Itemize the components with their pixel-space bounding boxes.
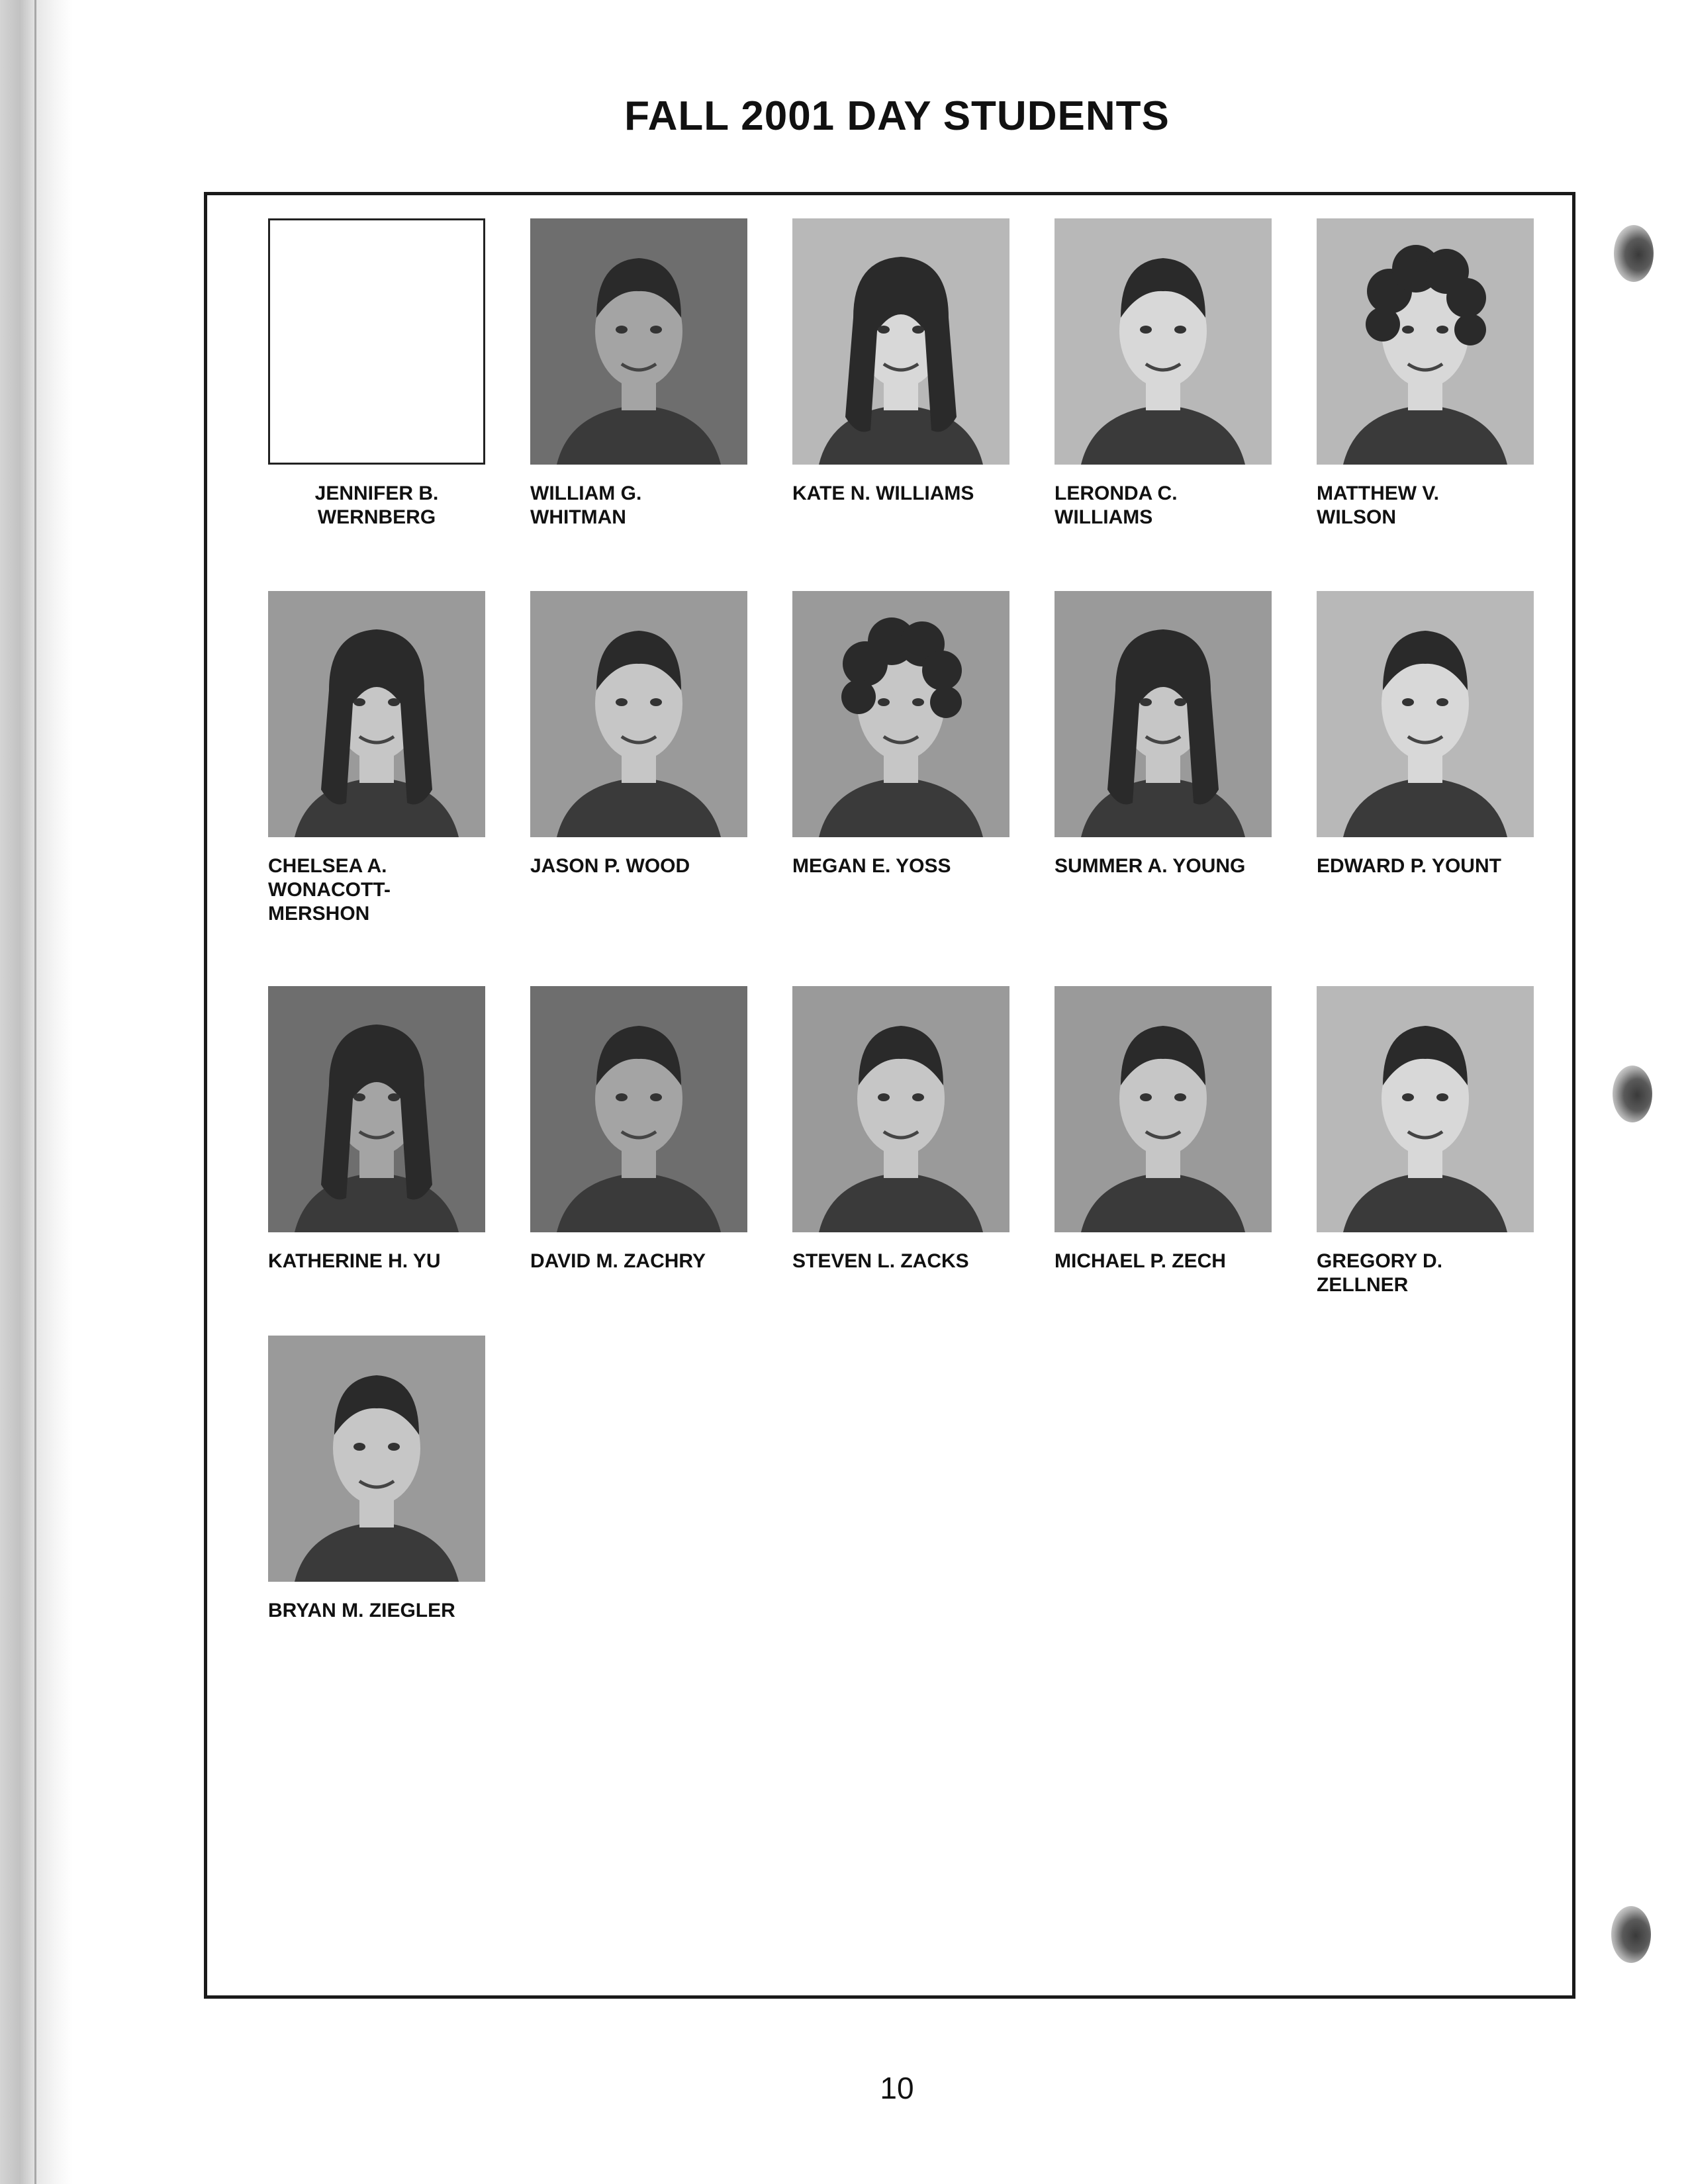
student-photo	[1317, 591, 1534, 837]
student-card	[268, 1336, 493, 1623]
student-card	[1055, 218, 1280, 529]
student-card	[1317, 591, 1542, 878]
student-photo	[530, 591, 747, 837]
student-photo	[1317, 986, 1534, 1232]
student-card	[792, 986, 1017, 1273]
punch-hole-middle	[1613, 1066, 1652, 1122]
student-photo	[792, 986, 1009, 1232]
student-name: KATE N. WILLIAMS	[792, 482, 974, 504]
student-name: MEGAN E. YOSS	[792, 855, 951, 877]
student-name: DAVID M. ZACHRY	[530, 1250, 706, 1272]
student-card	[1055, 591, 1280, 878]
student-photo	[530, 218, 747, 465]
student-name: BRYAN M. ZIEGLER	[268, 1600, 455, 1621]
student-name: GREGORY D. ZELLNER	[1317, 1250, 1443, 1296]
student-photo	[530, 986, 747, 1232]
student-name: STEVEN L. ZACKS	[792, 1250, 969, 1272]
student-name: KATHERINE H. YU	[268, 1250, 441, 1272]
student-photo	[1055, 218, 1272, 465]
student-card	[268, 218, 493, 529]
student-card	[1055, 986, 1280, 1273]
student-photo	[792, 591, 1009, 837]
student-photo	[268, 986, 485, 1232]
punch-hole-top	[1614, 225, 1654, 282]
student-name: MATTHEW V. WILSON	[1317, 482, 1439, 528]
student-card	[792, 591, 1017, 878]
student-card	[792, 218, 1017, 506]
student-photo	[268, 591, 485, 837]
student-name: SUMMER A. YOUNG	[1055, 855, 1246, 877]
binding-edge-line	[34, 0, 36, 2184]
student-photo	[1317, 218, 1534, 465]
student-directory-frame	[204, 192, 1575, 1999]
student-card	[530, 986, 755, 1273]
student-photo	[1055, 986, 1272, 1232]
student-photo	[1055, 591, 1272, 837]
student-card	[268, 986, 493, 1273]
student-card	[268, 591, 493, 926]
student-card	[530, 218, 755, 529]
student-name: MICHAEL P. ZECH	[1055, 1250, 1226, 1272]
student-card	[1317, 986, 1542, 1297]
student-name: EDWARD P. YOUNT	[1317, 855, 1501, 877]
student-name: JENNIFER B. WERNBERG	[314, 482, 439, 528]
student-card	[1317, 218, 1542, 529]
page-number: 10	[880, 2071, 914, 2105]
student-photo	[792, 218, 1009, 465]
blank-photo-placeholder	[268, 218, 485, 465]
binding-edge-shadow	[0, 0, 73, 2184]
student-photo	[268, 1336, 485, 1582]
student-name: CHELSEA A. WONACOTT- MERSHON	[268, 855, 391, 925]
student-name: WILLIAM G. WHITMAN	[530, 482, 642, 528]
punch-hole-bottom	[1611, 1906, 1651, 1963]
student-card	[530, 591, 755, 878]
student-name: LERONDA C. WILLIAMS	[1055, 482, 1178, 528]
student-name: JASON P. WOOD	[530, 855, 690, 877]
page-title: FALL 2001 DAY STUDENTS	[624, 93, 1170, 139]
